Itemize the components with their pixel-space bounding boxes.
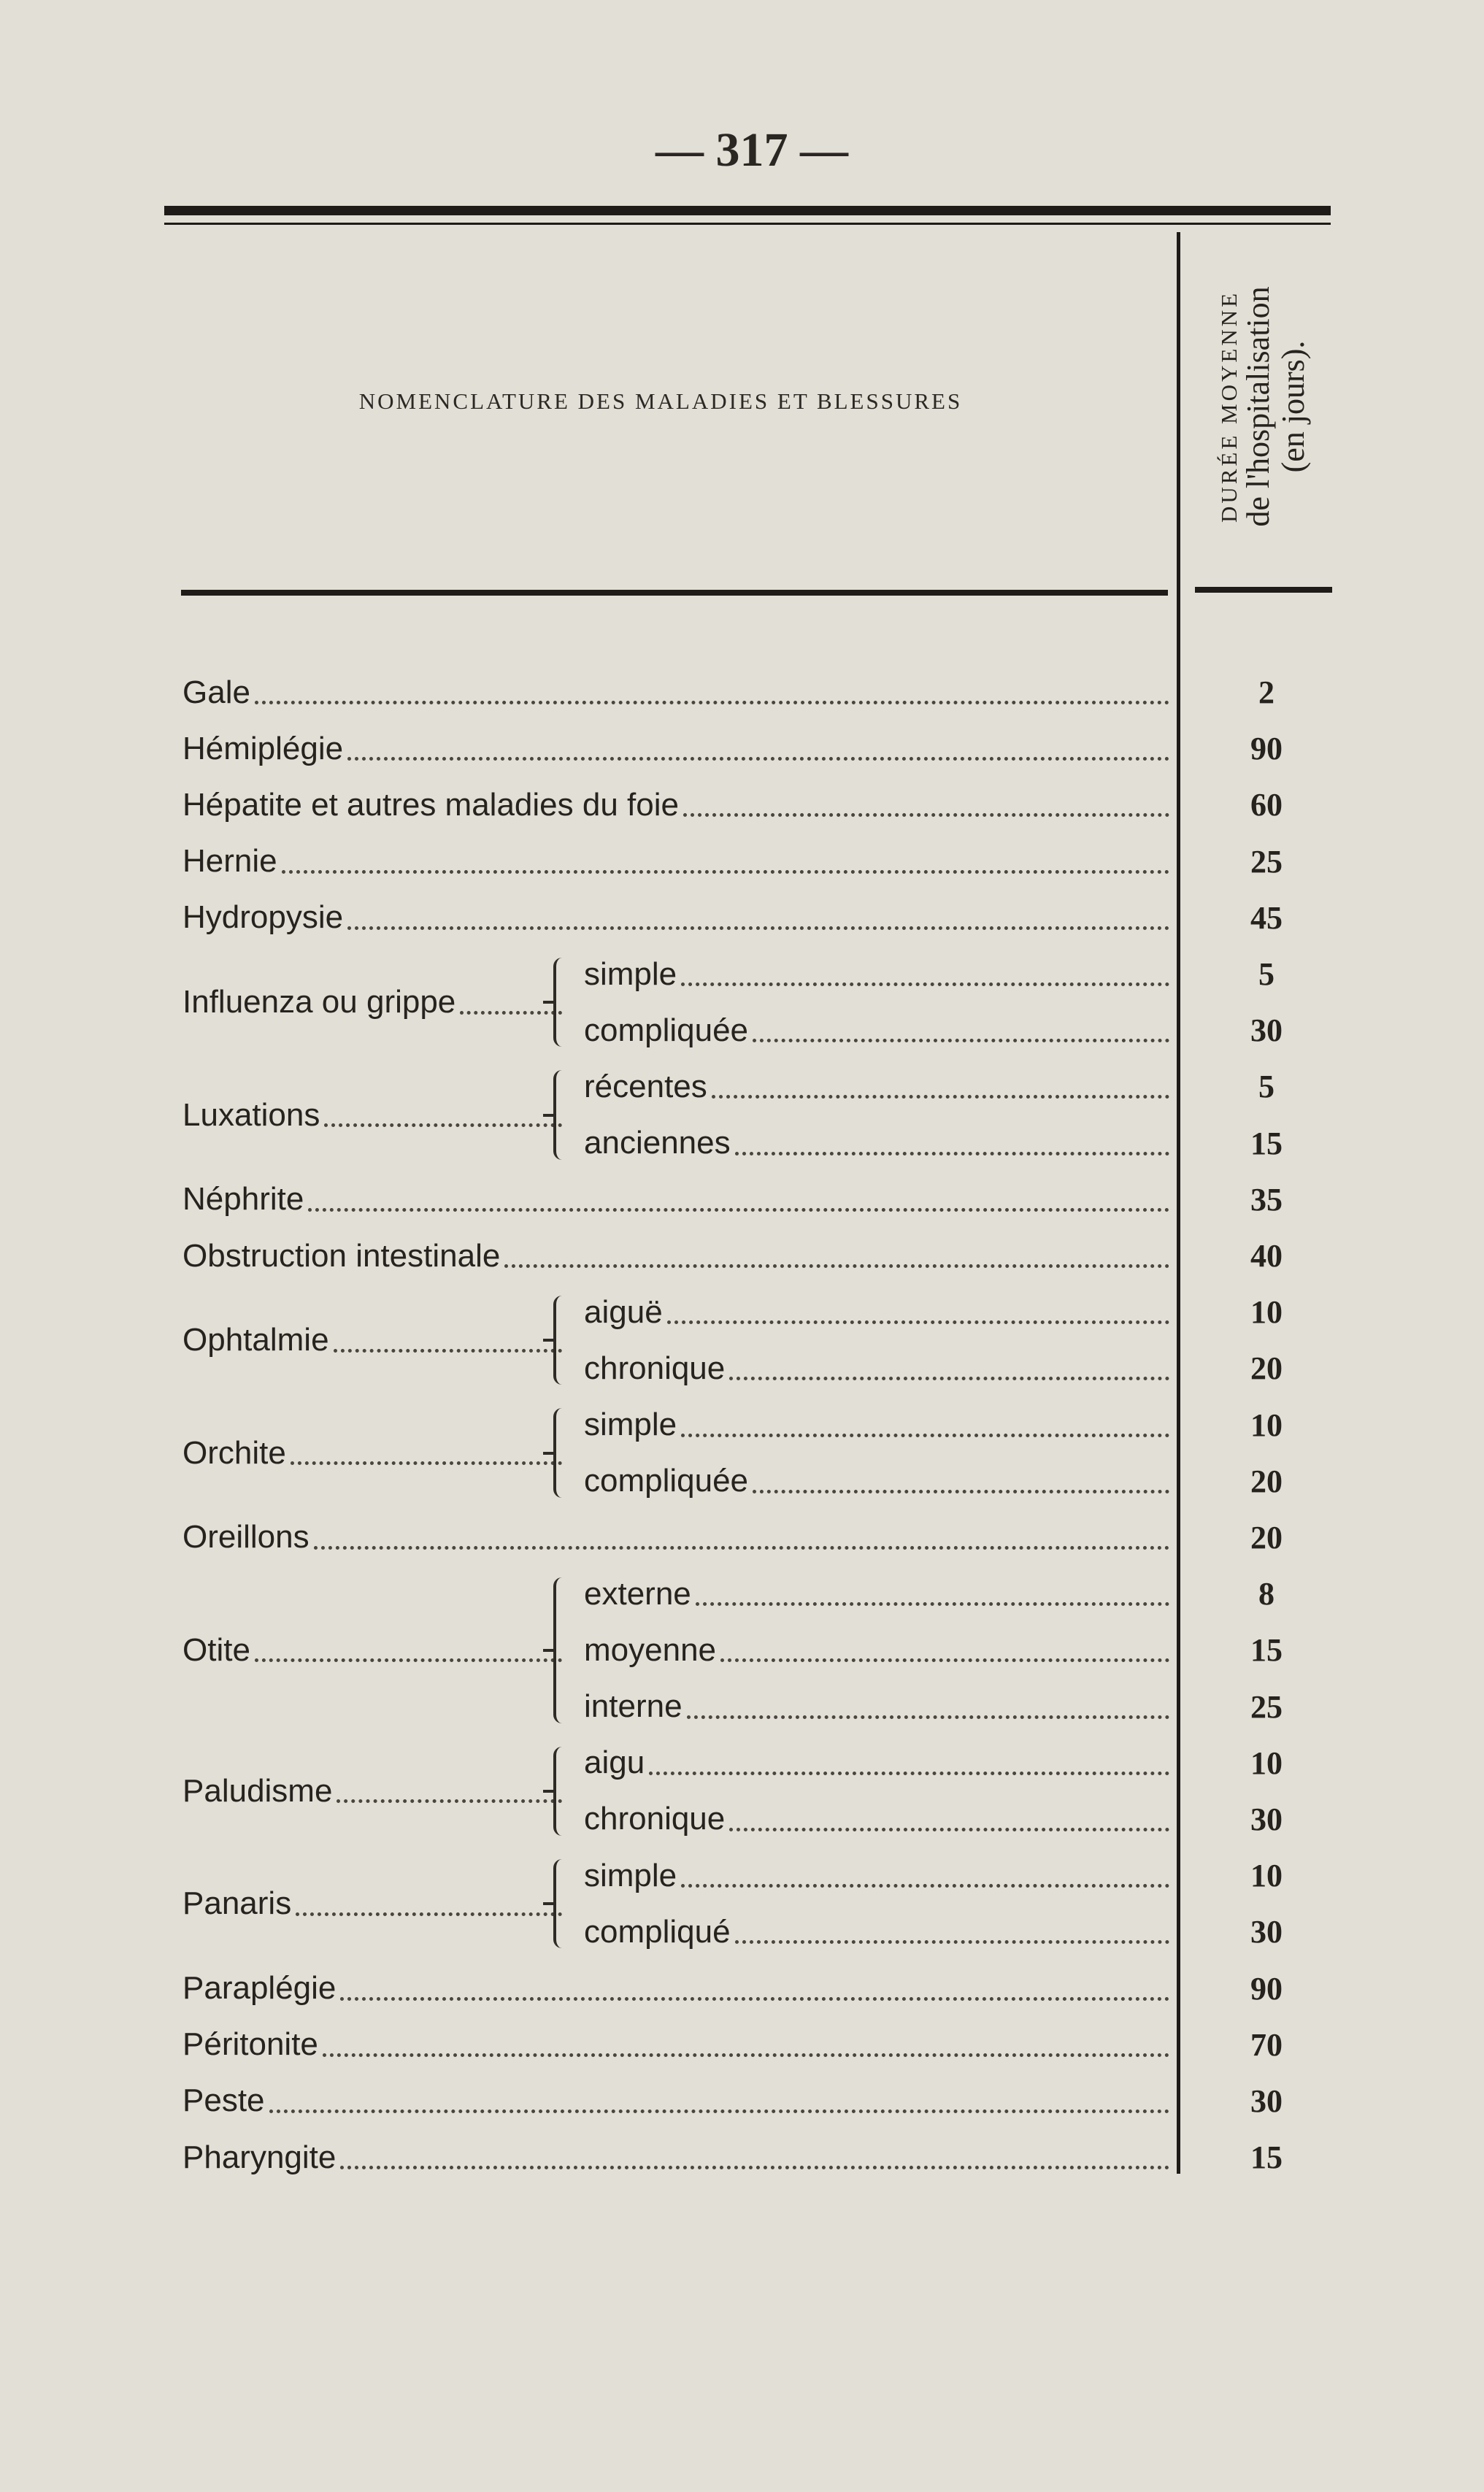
sub-type-name: simple bbox=[584, 955, 677, 992]
brace-bracket bbox=[553, 1296, 574, 1385]
disease-name: Pharyngite bbox=[182, 2139, 337, 2175]
table-row bbox=[0, 1510, 1484, 1566]
disease-table bbox=[0, 664, 1484, 2185]
sub-type-name: externe bbox=[584, 1575, 691, 1612]
sub-type-label bbox=[584, 1058, 1169, 1115]
duration-value: 10 bbox=[1250, 1858, 1283, 1894]
disease-name: Obstruction intestinale bbox=[182, 1237, 501, 1274]
leader-dots bbox=[735, 1120, 1169, 1155]
leader-dots bbox=[282, 838, 1169, 874]
leader-dots bbox=[296, 1880, 562, 1916]
table-row-group bbox=[0, 1058, 1484, 1171]
disease-label bbox=[182, 2017, 1169, 2073]
brace-bracket bbox=[553, 958, 574, 1047]
disease-name: Paludisme bbox=[182, 1772, 333, 1809]
table-row-group bbox=[0, 1396, 1484, 1509]
sub-type-name: moyenne bbox=[584, 1631, 717, 1668]
disease-name: Panaris bbox=[182, 1885, 292, 1922]
leader-dots bbox=[729, 1796, 1169, 1831]
sub-type-label bbox=[584, 1115, 1169, 1172]
disease-name: Hernie bbox=[182, 843, 277, 880]
brace-tip bbox=[543, 1001, 555, 1004]
sub-type-name: chronique bbox=[584, 1801, 726, 1837]
leader-dots bbox=[687, 1683, 1169, 1719]
disease-label bbox=[182, 1960, 1169, 2016]
duration-value: 60 bbox=[1250, 787, 1283, 823]
sub-type-label bbox=[584, 1791, 1169, 1847]
header-duration-line1: DURÉE MOYENNE bbox=[1215, 290, 1242, 523]
table-row-group bbox=[0, 1566, 1484, 1735]
sub-type-name: compliquée bbox=[584, 1463, 749, 1499]
duration-value: 90 bbox=[1250, 731, 1283, 767]
disease-label bbox=[182, 1284, 562, 1396]
disease-name: Hydropysie bbox=[182, 899, 344, 936]
disease-name: Influenza ou grippe bbox=[182, 984, 456, 1020]
disease-name: Orchite bbox=[182, 1434, 286, 1471]
leader-dots bbox=[255, 669, 1169, 704]
leader-dots bbox=[504, 1232, 1169, 1268]
brace-tip bbox=[543, 1339, 555, 1342]
table-row bbox=[0, 1228, 1484, 1284]
brace-bracket bbox=[553, 1408, 574, 1497]
leader-dots bbox=[255, 1626, 562, 1662]
disease-label bbox=[182, 2129, 1169, 2185]
sub-type-name: compliquée bbox=[584, 1012, 749, 1048]
disease-label bbox=[182, 1566, 562, 1735]
table-row bbox=[0, 1960, 1484, 2016]
duration-value: 8 bbox=[1258, 1576, 1275, 1612]
duration-value: 30 bbox=[1250, 2083, 1283, 2119]
disease-name: Luxations bbox=[182, 1096, 320, 1133]
duration-value: 20 bbox=[1250, 1519, 1283, 1555]
sub-type-name: interne bbox=[584, 1688, 683, 1725]
duration-value: 15 bbox=[1250, 1125, 1283, 1161]
table-row-group bbox=[0, 946, 1484, 1058]
sub-type-name: compliqué bbox=[584, 1913, 731, 1950]
header-rule-right bbox=[1195, 587, 1332, 593]
sub-type-label bbox=[584, 946, 1169, 1002]
duration-value: 70 bbox=[1250, 2026, 1283, 2063]
sub-type-label bbox=[584, 1904, 1169, 1960]
disease-label bbox=[182, 834, 1169, 890]
disease-name: Oreillons bbox=[182, 1519, 310, 1555]
sub-type-name: anciennes bbox=[584, 1125, 731, 1161]
disease-label bbox=[182, 2073, 1169, 2129]
sub-type-label bbox=[584, 1735, 1169, 1791]
disease-label bbox=[182, 1510, 1169, 1566]
brace-bracket bbox=[553, 1859, 574, 1948]
disease-label bbox=[182, 1228, 1169, 1284]
leader-dots bbox=[347, 725, 1169, 761]
leader-dots bbox=[681, 950, 1169, 986]
sub-type-label bbox=[584, 1340, 1169, 1396]
sub-type-label bbox=[584, 1396, 1169, 1453]
disease-label bbox=[182, 1735, 562, 1847]
table-row bbox=[0, 664, 1484, 720]
sub-type-label bbox=[584, 1566, 1169, 1622]
duration-value: 15 bbox=[1250, 1632, 1283, 1669]
table-row bbox=[0, 2017, 1484, 2073]
duration-value: 20 bbox=[1250, 1463, 1283, 1499]
leader-dots bbox=[649, 1739, 1169, 1775]
sub-type-name: simple bbox=[584, 1857, 677, 1893]
duration-value: 10 bbox=[1250, 1745, 1283, 1781]
sub-type-name: aiguë bbox=[584, 1293, 663, 1330]
disease-label bbox=[182, 890, 1169, 946]
top-rule-thick bbox=[164, 206, 1331, 215]
leader-dots bbox=[460, 979, 562, 1015]
duration-value: 25 bbox=[1250, 1688, 1283, 1725]
table-row-group bbox=[0, 1735, 1484, 1847]
table-row bbox=[0, 2073, 1484, 2129]
brace-bracket bbox=[553, 1577, 574, 1723]
leader-dots bbox=[347, 894, 1169, 930]
leader-dots bbox=[681, 1852, 1169, 1888]
leader-dots bbox=[308, 1176, 1169, 1212]
leader-dots bbox=[314, 1514, 1169, 1550]
leader-dots bbox=[324, 1091, 562, 1127]
duration-value: 30 bbox=[1250, 1012, 1283, 1049]
sub-type-name: chronique bbox=[584, 1350, 726, 1386]
disease-label bbox=[182, 777, 1169, 833]
leader-dots bbox=[334, 1317, 562, 1353]
disease-label bbox=[182, 720, 1169, 777]
brace-tip bbox=[543, 1649, 555, 1652]
brace-bracket bbox=[553, 1070, 574, 1159]
duration-value: 10 bbox=[1250, 1294, 1283, 1331]
disease-label bbox=[182, 664, 1169, 720]
sub-type-label bbox=[584, 1002, 1169, 1058]
table-row bbox=[0, 2129, 1484, 2185]
duration-value: 20 bbox=[1250, 1350, 1283, 1387]
leader-dots bbox=[729, 1345, 1169, 1380]
leader-dots bbox=[681, 1401, 1169, 1437]
brace-bracket bbox=[553, 1747, 574, 1836]
column-header-diseases: NOMENCLATURE DES MALADIES ET BLESSURES bbox=[358, 388, 963, 414]
duration-value: 10 bbox=[1250, 1407, 1283, 1443]
duration-value: 35 bbox=[1250, 1181, 1283, 1218]
brace-tip bbox=[543, 1902, 555, 1905]
sub-type-label bbox=[584, 1847, 1169, 1904]
leader-dots bbox=[720, 1626, 1169, 1662]
disease-label bbox=[182, 1172, 1169, 1228]
disease-label bbox=[182, 946, 562, 1058]
disease-name: Paraplégie bbox=[182, 1970, 337, 2007]
disease-name: Néphrite bbox=[182, 1181, 304, 1218]
leader-dots bbox=[291, 1429, 562, 1465]
duration-value: 30 bbox=[1250, 1914, 1283, 1950]
sub-type-name: aigu bbox=[584, 1745, 645, 1781]
disease-name: Otite bbox=[182, 1631, 250, 1668]
page-number: — 317 — bbox=[656, 123, 848, 177]
column-header-duration bbox=[1194, 232, 1333, 581]
sub-type-label bbox=[584, 1678, 1169, 1734]
disease-label bbox=[182, 1847, 562, 1960]
duration-value: 45 bbox=[1250, 899, 1283, 936]
duration-value: 40 bbox=[1250, 1238, 1283, 1274]
leader-dots bbox=[712, 1063, 1169, 1099]
disease-name: Ophtalmie bbox=[182, 1322, 329, 1358]
header-rule-left bbox=[181, 590, 1168, 596]
duration-value: 90 bbox=[1250, 1970, 1283, 2007]
disease-name: Peste bbox=[182, 2083, 265, 2119]
header-duration-line3: (en jours). bbox=[1275, 340, 1311, 473]
table-row-group bbox=[0, 1847, 1484, 1960]
sub-type-label bbox=[584, 1453, 1169, 1510]
leader-dots bbox=[683, 781, 1169, 817]
leader-dots bbox=[323, 2021, 1169, 2057]
leader-dots bbox=[753, 1007, 1169, 1042]
duration-value: 15 bbox=[1250, 2139, 1283, 2176]
table-row bbox=[0, 834, 1484, 890]
disease-name: Péritonite bbox=[182, 2026, 318, 2063]
sub-type-name: simple bbox=[584, 1407, 677, 1443]
top-rule-thin bbox=[164, 223, 1331, 225]
brace-tip bbox=[543, 1452, 555, 1455]
leader-dots bbox=[667, 1288, 1169, 1324]
leader-dots bbox=[337, 1767, 562, 1803]
duration-value: 5 bbox=[1258, 1069, 1275, 1105]
sub-type-name: récentes bbox=[584, 1068, 707, 1104]
leader-dots bbox=[269, 2077, 1169, 2113]
sub-type-label bbox=[584, 1622, 1169, 1678]
duration-value: 5 bbox=[1258, 956, 1275, 993]
leader-dots bbox=[340, 1965, 1169, 2001]
leader-dots bbox=[696, 1570, 1169, 1606]
sub-type-label bbox=[584, 1284, 1169, 1340]
table-row bbox=[0, 890, 1484, 946]
leader-dots bbox=[753, 1458, 1169, 1493]
table-row bbox=[0, 720, 1484, 777]
duration-value: 30 bbox=[1250, 1801, 1283, 1837]
header-duration-line2: de l'hospitalisation bbox=[1240, 286, 1277, 527]
table-row bbox=[0, 1172, 1484, 1228]
brace-tip bbox=[543, 1114, 555, 1117]
table-row-group bbox=[0, 1284, 1484, 1396]
disease-name: Hépatite et autres maladies du foie bbox=[182, 786, 679, 823]
disease-label bbox=[182, 1058, 562, 1171]
disease-name: Hémiplégie bbox=[182, 730, 344, 766]
disease-label bbox=[182, 1396, 562, 1509]
leader-dots bbox=[340, 2134, 1169, 2169]
brace-tip bbox=[543, 1790, 555, 1793]
duration-value: 25 bbox=[1250, 843, 1283, 880]
duration-value: 2 bbox=[1258, 674, 1275, 711]
table-row bbox=[0, 777, 1484, 833]
disease-name: Gale bbox=[182, 674, 250, 710]
leader-dots bbox=[735, 1908, 1169, 1944]
